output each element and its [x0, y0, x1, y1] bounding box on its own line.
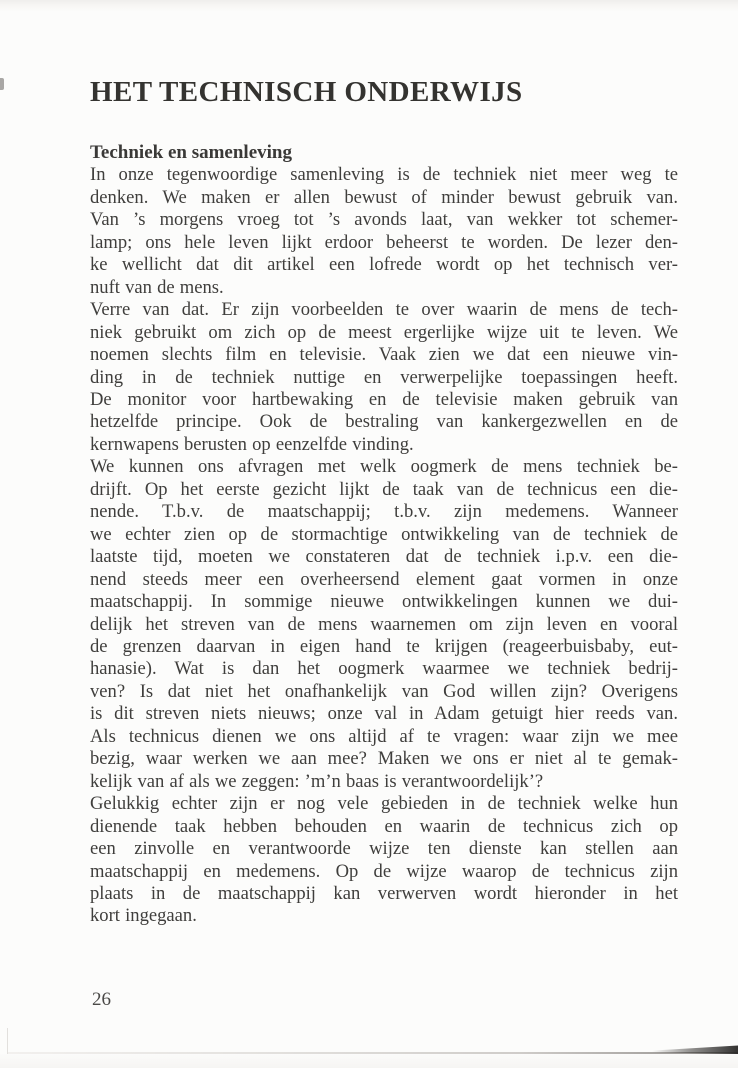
text-line-p1-l5: ke wellicht dat dit artikel een lofrede wordt op het technisch ver- [90, 254, 678, 276]
scan-edge-top [0, 0, 738, 12]
text-line-p4-l3: een zinvolle en verantwoorde wijze ten dienste kan stellen aan [90, 838, 678, 860]
text-line-p2-l7: kernwapens berusten op eenzelfde vinding. [90, 433, 414, 455]
scan-bottom-left-line [7, 1028, 8, 1055]
text-line-p2-l3: noemen slechts film en televisie. Vaak zien we dat een nieuwe vin- [90, 344, 678, 366]
text-line-p1-l1: In onze tegenwoordige samenleving is de techniek niet meer weg te [90, 164, 678, 186]
text-line-p2-l4: ding in de techniek nuttige en verwerpelijke toepassingen heeft. [90, 366, 678, 388]
scan-bottom-edge [0, 1054, 738, 1068]
text-line-p4-l2: dienende taak hebben behouden en waarin de technicus zich op [90, 815, 678, 837]
text-line-p3-l10: hanasie). Wat is dan het oogmerk waarmee we techniek bedrij- [90, 658, 678, 680]
scan-left-tick-mark [0, 78, 4, 90]
text-line-p3-l1: We kunnen ons afvragen met welk oogmerk de mens techniek be- [90, 456, 678, 478]
text-line-p3-l8: delijk het streven van de mens waarnemen om zijn leven en vooral [90, 613, 678, 635]
text-line-p3-l13: Als technicus dienen we ons altijd af te vragen: waar zijn we mee [90, 725, 678, 747]
section-heading: Techniek en samenleving [90, 142, 292, 163]
text-line-p3-l14: bezig, waar werken we aan mee? Maken we ons er niet al te gemak- [90, 748, 678, 770]
text-line-p2-l2: niek gebruikt om zich op de meest ergerlijke wijze uit te leven. We [90, 321, 678, 343]
text-line-p1-l6: nuft van de mens. [90, 276, 224, 298]
text-line-p3-l15: kelijk van af als we zeggen: ’m’n baas is verantwoordelijk’? [90, 770, 544, 792]
text-line-p2-l6: hetzelfde principe. Ook de bestraling van kankergezwellen en de [90, 411, 678, 433]
text-line-p3-l4: we echter zien op de stormachtige ontwikkeling van de techniek de [90, 523, 678, 545]
article-body [90, 142, 678, 928]
text-line-p1-l2: denken. We maken er allen bewust of minder bewust gebruik van. [90, 186, 678, 208]
text-line-p3-l12: is dit streven niets nieuws; onze val in Adam getuigt hier reeds van. [90, 703, 678, 725]
text-line-p4-l5: plaats in de maatschappij kan verwerven wordt hieronder in het [90, 882, 678, 904]
text-line-p3-l11: ven? Is dat niet het onafhankelijk van God willen zijn? Overigens [90, 680, 678, 702]
text-line-p3-l3: nende. T.b.v. de maatschappij; t.b.v. zijn medemens. Wanneer [90, 501, 678, 523]
text-line-p3-l9: de grenzen daarvan in eigen hand te krijgen (reageerbuisbaby, eut- [90, 635, 678, 657]
text-line-p1-l4: lamp; ons hele leven lijkt erdoor beheerst te worden. De lezer den- [90, 231, 678, 253]
text-line-p4-l1: Gelukkig echter zijn er nog vele gebieden in de techniek welke hun [90, 793, 678, 815]
text-line-p3-l2: drijft. Op het eerste gezicht lijkt de taak van de technicus een die- [90, 478, 678, 500]
text-line-p4-l6: kort ingegaan. [90, 905, 197, 927]
paragraphs-container [90, 164, 678, 927]
text-line-p3-l5: laatste tijd, moeten we constateren dat de techniek i.p.v. een die- [90, 546, 678, 568]
text-line-p3-l7: maatschappij. In sommige nieuwe ontwikkelingen kunnen we dui- [90, 591, 678, 613]
page-number: 26 [92, 989, 111, 1010]
article-title: HET TECHNISCH ONDERWIJS [90, 76, 523, 108]
text-line-p2-l1: Verre van dat. Er zijn voorbeelden te over waarin de mens de tech- [90, 299, 678, 321]
text-line-p4-l4: maatschappij en medemens. Op de wijze waarop de technicus zijn [90, 860, 678, 882]
text-line-p2-l5: De monitor voor hartbewaking en de televisie maken gebruik van [90, 388, 678, 410]
text-line-p1-l3: Van ’s morgens vroeg tot ’s avonds laat, van wekker tot schemer- [90, 209, 678, 231]
text-line-p3-l6: nend steeds meer een overheersend element gaat vormen in onze [90, 568, 678, 590]
